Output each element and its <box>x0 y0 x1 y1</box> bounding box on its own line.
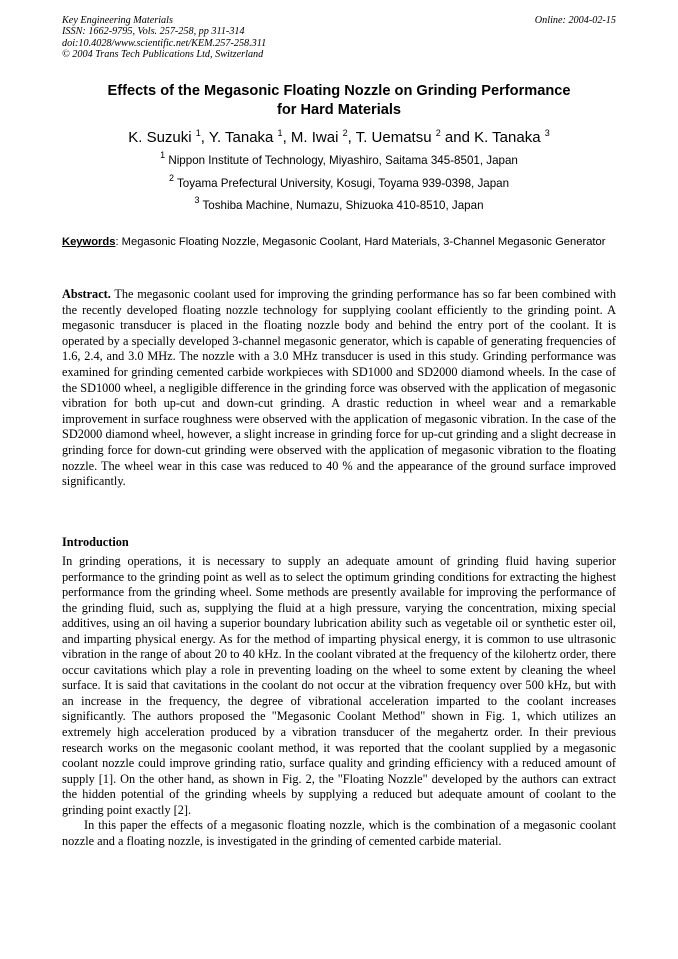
author-name: T. Uematsu <box>355 129 436 146</box>
affiliation-text: Toshiba Machine, Numazu, Shizuoka 410-8510, Japan <box>199 199 484 212</box>
affiliation-mark: 3 <box>544 128 550 138</box>
affiliation-2 <box>62 173 616 192</box>
author-list <box>62 128 616 148</box>
author-name: M. Iwai <box>290 129 343 146</box>
abstract-text: The megasonic coolant used for improving the grinding performance has so far been combined with the recently developed floating nozzle technology for supplying coolant efficiently to the grinding point. A megasonic transducer is placed in the floating nozzle body and behind the entry port of the coolant. It is operated by a specially developed 3-channel megasonic generator, which is capable of generating frequencies of 1.6, 2.4, and 3.0 MHz. The nozzle with a 3.0 MHz transducer is used in this study. Grinding performance was examined for grinding cemented carbide workpieces with SD1000 and SD2000 diamond wheels. In the case of the SD1000 wheel, a negligible difference in the grinding force was observed with the application of megasonic vibration for both up-cut and down-cut grinding. A drastic reduction in wheel wear and a remarkable improvement in surface roughness were observed with the application of megasonic vibration. In the case of the SD2000 diamond wheel, however, a slight increase in grinding force for up-cut grinding and a slight decrease in grinding force for down-cut grinding were observed with the application of megasonic vibration to the floating nozzle. The wheel wear in this case was reduced to 40 % and the appearance of the ground surface improved significantly. <box>62 287 616 489</box>
copyright-line: © 2004 Trans Tech Publications Ltd, Switzerland <box>62 49 264 61</box>
affiliation-mark: 1 <box>195 128 201 138</box>
paragraph: In grinding operations, it is necessary to supply an adequate amount of grinding fluid having superior performance to the grinding point as well as to select the optimum grinding conditions for extracting the highest performance from the grinding wheel. Some methods are presently available for improving the performance of the grinding fluid, such as, supplying the fluid at a high pressure, varying the concentration, mixing special additives, using an oil having a superior boundary lubrication ability such as vegetable oil or synthetic ester oil, and imparting physical energy. As for the method of imparting physical energy, it is common to use ultrasonic vibration in the range of about 20 to 40 kHz. In the coolant vibrated at the frequency of the kilohertz order, there occur cavitations which play a role in preventing loading on the wheel to some extent by cleaning the wheel surface. It is said that cavitations in the coolant do not occur at the vibration frequency over 500 kHz, but with an increase in the frequency, the degree of vibrational acceleration imparted to the coolant increases significantly. The authors proposed the "Megasonic Coolant Method" shown in Fig. 1, which utilizes an extremely high acceleration produced by a vibration transducer of the megahertz order. In their previous research works on the megasonic coolant method, it was reported that the coolant supplied by a megasonic coolant nozzle could improve grinding ratio, surface quality and grinding efficiency with a reduced amount of supply [1]. On the other hand, as shown in Fig. 2, the "Floating Nozzle" developed by the authors can extract the hidden potential of the grinding wheels by supplying a reduced but adequate amount of coolant to the grinding point exactly [2]. <box>62 554 616 817</box>
online-date: Online: 2004-02-15 <box>534 15 616 26</box>
author-separator: , <box>282 129 291 146</box>
keywords-text: : Megasonic Floating Nozzle, Megasonic Coolant, Hard Materials, 3-Channel Megasonic Generator <box>115 236 606 248</box>
title-line-2: for Hard Materials <box>276 102 402 118</box>
keywords-label: Keywords <box>62 236 116 248</box>
paragraph: In this paper the effects of a megasonic floating nozzle, which is the combination of a megasonic coolant nozzle and a floating nozzle, is investigated in the grinding of cemented carbide material. <box>62 818 616 848</box>
affiliation-number: 1 <box>160 150 166 160</box>
abstract-label: Abstract. <box>62 287 111 301</box>
author-name: K. Suzuki <box>128 129 196 146</box>
author-separator: , <box>347 129 356 146</box>
affiliation-text: Toyama Prefectural University, Kosugi, Toyama 939-0398, Japan <box>173 177 510 190</box>
affiliation-mark: 2 <box>435 128 441 138</box>
affiliation-mark: 1 <box>277 128 283 138</box>
abstract <box>62 287 616 490</box>
introduction-body <box>62 554 616 849</box>
affiliation-text: Nippon Institute of Technology, Miyashiro, Saitama 345-8501, Japan <box>165 154 518 167</box>
author-name: K. Tanaka <box>474 129 545 146</box>
affiliation-number: 2 <box>168 173 174 183</box>
title-line-1: Effects of the Megasonic Floating Nozzle on Grinding Performance <box>107 83 571 99</box>
journal-info <box>62 15 266 61</box>
author-separator: and <box>440 129 475 146</box>
affiliation-1 <box>62 150 616 169</box>
author-name: Y. Tanaka <box>208 129 278 146</box>
affiliation-3 <box>62 195 616 214</box>
affiliation-number: 3 <box>194 195 200 205</box>
author-separator: , <box>200 129 209 146</box>
section-heading: Introduction <box>62 535 129 549</box>
journal-name: Key Engineering Materials <box>62 15 173 26</box>
doi-line: doi:10.4028/www.scientific.net/KEM.257-258.311 <box>62 37 267 49</box>
paper-title <box>62 82 616 120</box>
issn-line: ISSN: 1662-9795, Vols. 257-258, pp 311-314 <box>62 26 245 38</box>
affiliation-mark: 2 <box>342 128 348 138</box>
keywords <box>62 235 616 251</box>
